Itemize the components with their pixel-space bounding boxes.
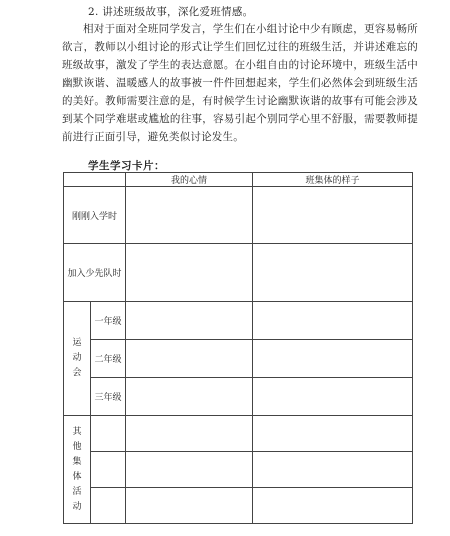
label-char: 他 <box>72 441 82 452</box>
cell-feelings <box>126 340 253 378</box>
label-char: 运 <box>72 338 82 348</box>
label-char: 其 <box>72 426 82 437</box>
row-label-enter-school: 刚刚入学时 <box>64 187 126 244</box>
row-label-grade2: 二年级 <box>91 340 126 378</box>
cell-class-look <box>253 187 413 244</box>
header-class-look: 班集体的样子 <box>253 173 413 187</box>
table-row <box>64 416 413 452</box>
row-label-grade1: 一年级 <box>91 302 126 340</box>
label-char: 会 <box>72 368 82 378</box>
header-blank <box>64 173 126 187</box>
body-paragraph: 相对于面对全班同学发言，学生们在小组讨论中少有顾虑，更容易畅所欲言，教师以小组讨论的形式让学生们回忆过往的班级生活，并讲述难忘的班级故事，激发了学生的表达意愿。在小组自由的讨论环境中，班级生活中幽默诙谐、温暖感人的故事被一件件回想起来，学生们必然体会到班级生活的美好。教师需要注意的是，有时候学生讨论幽默诙谐的故事有可能会涉及到某个同学难堪或尴尬的往事，容易引起个别同学心里不舒服，需要教师提前进行正面引导，避免类似讨论发生。 <box>62 23 418 143</box>
row-label-join-pioneers: 加入少先队时 <box>64 244 126 302</box>
cell-class-look <box>253 244 413 302</box>
table-row <box>64 452 413 488</box>
row-label-other-activities <box>64 416 91 524</box>
cell-blank <box>91 416 126 452</box>
section-heading: 2. 讲述班级故事，深化爱班情感。 <box>88 6 254 18</box>
cell-feelings <box>126 416 253 452</box>
cell-feelings <box>126 488 253 524</box>
cell-class-look <box>253 416 413 452</box>
table-row <box>64 187 413 244</box>
table-row <box>64 244 413 302</box>
table-row <box>64 340 413 378</box>
label-char: 集 <box>72 456 82 467</box>
row-label-sports-meet <box>64 302 91 416</box>
table-row <box>64 488 413 524</box>
label-char: 活 <box>72 486 82 497</box>
learning-card-table <box>63 172 413 524</box>
cell-class-look <box>253 302 413 340</box>
other-activities-label <box>64 425 90 515</box>
label-char: 体 <box>72 471 82 482</box>
row-label-grade3: 三年级 <box>91 378 126 416</box>
cell-feelings <box>126 302 253 340</box>
cell-feelings <box>126 244 253 302</box>
table-header-row <box>64 173 413 187</box>
cell-blank <box>91 452 126 488</box>
label-char: 动 <box>72 501 82 512</box>
cell-feelings <box>126 187 253 244</box>
cell-class-look <box>253 452 413 488</box>
cell-class-look <box>253 488 413 524</box>
cell-blank <box>91 488 126 524</box>
table-row <box>64 378 413 416</box>
cell-class-look <box>253 340 413 378</box>
header-my-feelings: 我的心情 <box>126 173 253 187</box>
card-title: 学生学习卡片： <box>88 160 165 172</box>
sports-meet-label <box>64 336 90 381</box>
cell-feelings <box>126 378 253 416</box>
label-char: 动 <box>72 353 82 363</box>
table-row <box>64 302 413 340</box>
cell-class-look <box>253 378 413 416</box>
cell-feelings <box>126 452 253 488</box>
